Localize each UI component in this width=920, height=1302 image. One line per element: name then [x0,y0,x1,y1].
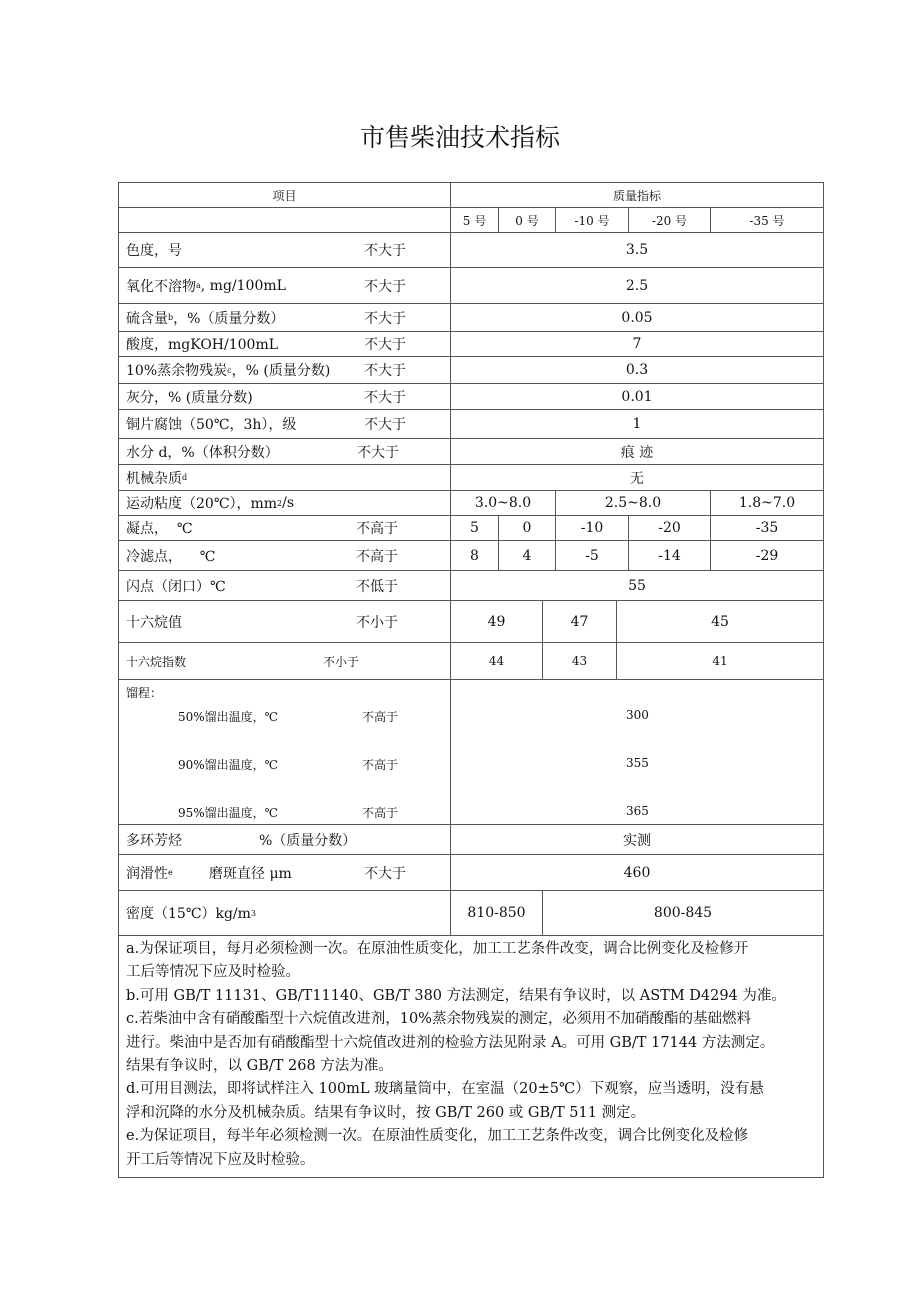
condition: 不大于 [364,363,406,379]
freezing-value: 5 [450,515,499,541]
note-c-line: 结果有争议时，以 GB/T 268 方法为准。 [126,1058,393,1075]
note-a-line: 工后等情况下应及时检验。 [126,964,300,981]
row-density-label [118,890,451,936]
viscosity-value: 3.0~8.0 [450,490,556,516]
cetane-index-value: 41 [616,642,824,680]
note-d-line: 浮和沉降的水分及机械杂质。结果有争议时，按 GB/T 260 或 GB/T 511 测定。 [126,1104,646,1121]
cetane-number-value: 49 [450,600,543,643]
row-pah-value: 实测 [450,824,824,855]
footnote-mark: a [196,281,201,290]
note-e-line: 开工后等情况下应及时检验。 [126,1151,315,1168]
viscosity-value: 2.5~8.0 [555,490,711,516]
row-pah-label [118,824,451,855]
condition: 不低于 [356,578,398,595]
freezing-value: 0 [498,515,556,541]
row-distillation-label-cell [118,679,451,825]
row-color-value: 3.5 [450,232,824,268]
label: 十六烷指数 [126,654,187,669]
row-cetane-index-label [118,642,451,680]
row-sulfur-label [118,303,451,332]
density-value: 800-845 [542,890,824,936]
footnote-mark: b [168,313,174,322]
label: 多环芳烃 [126,832,182,849]
row-viscosity-label [118,490,451,516]
label: 闪点（闭口）℃ [126,578,226,595]
note-c-line: 进行。柴油中是否加有硝酸酯型十六烷值改进剂的检验方法见附录 A。可用 GB/T 17144 方法测定。 [126,1034,775,1051]
row-flash-label [118,570,451,601]
row-freezing-label [118,515,451,541]
freezing-value: -35 [710,515,824,541]
grade-minus10: -10 号 [555,207,629,233]
grade-0: 0 号 [498,207,556,233]
distillation-item-condition: 不高于 [362,806,399,820]
row-carbon-value: 0.3 [450,356,824,384]
footnotes [118,935,824,1178]
label-unit: ，%（质量分数） [173,310,285,327]
condition: 不大于 [364,310,406,327]
label-unit: %（质量分数） [259,832,357,849]
freezing-value: -10 [555,515,629,541]
row-oxidation-value: 2.5 [450,267,824,304]
footnote-mark: e [168,868,173,877]
cetane-number-value: 45 [616,600,824,643]
row-acidity-label [118,331,451,357]
superscript: 3 [250,908,257,918]
row-carbon-label [118,356,451,384]
footnote-mark: d [182,473,188,482]
note-e-line: e.为保证项目，每半年必须检测一次。在原油性质变化，加工工艺条件改变，调合比例变化及检修 [126,1128,749,1145]
distillation-item-value: 355 [626,756,649,770]
label: 密度（15℃）kg/m [126,906,251,922]
condition: 不大于 [357,444,399,461]
header-quality: 质量指标 [450,182,824,208]
row-water-value: 痕 迹 [450,438,824,465]
distillation-item-label: 90%馏出温度，℃ [178,758,279,772]
label: 色度，号 [126,243,182,259]
label: 运动粘度（20℃），mm [126,496,278,512]
label: 灰分，% (质量分数) [126,389,253,406]
label: 十六烷值 [126,614,182,631]
label: 铜片腐蚀（50℃，3h），级 [126,417,297,433]
row-oxidation-label [118,267,451,304]
distillation-item-value: 300 [626,708,649,722]
row-cetane-number-label [118,600,451,643]
row-cfpp-label [118,540,451,571]
label: 硫含量 [126,310,168,327]
row-ash-label [118,383,451,410]
distillation-label: 馏程： [126,686,163,700]
grade-5: 5 号 [450,207,499,233]
grade-minus20: -20 号 [628,207,711,233]
label-unit: ，% (质量分数) [231,363,331,379]
condition: 不大于 [364,417,406,433]
condition: 不大于 [364,278,406,295]
row-lubricity-label [118,854,451,891]
row-sulfur-value: 0.05 [450,303,824,332]
condition: 不高于 [356,548,398,565]
cfpp-value: -14 [628,540,711,571]
freezing-value: -20 [628,515,711,541]
row-copper-label [118,409,451,439]
condition: 不大于 [364,389,406,406]
label: 水分 d，%（体积分数） [126,444,279,461]
note-d-line: d.可用目测法，即将试样注入 100mL 玻璃量筒中，在室温（20±5℃）下观察，应当透明，没有悬 [126,1081,764,1098]
label: 氧化不溶物 [126,278,196,295]
header-blank [118,207,451,233]
superscript: 2 [277,498,283,508]
row-copper-value: 1 [450,409,824,439]
cetane-number-value: 47 [542,600,617,643]
condition: 不大于 [364,865,406,882]
row-impurity-label [118,464,451,491]
viscosity-value: 1.8~7.0 [710,490,824,516]
condition: 不小于 [323,654,360,669]
cfpp-value: -29 [710,540,824,571]
document-title: 市售柴油技术指标 [359,123,560,152]
cetane-index-value: 44 [450,642,543,680]
label: 酸度，mgKOH/100mL [126,337,279,353]
header-item: 项目 [118,182,451,208]
density-value: 810-850 [450,890,543,936]
grade-minus35: -35 号 [710,207,824,233]
row-lubricity-value: 460 [450,854,824,891]
cfpp-value: -5 [555,540,629,571]
label: 润滑性 [126,865,168,882]
distillation-item-label: 95%馏出温度，℃ [178,806,279,820]
condition: 不高于 [356,521,398,537]
condition: 不大于 [364,243,406,259]
cetane-index-value: 43 [542,642,617,680]
label: 凝点， ℃ [126,521,193,537]
label-unit: , mg/100mL [200,277,286,294]
condition: 不大于 [364,337,406,353]
row-ash-value: 0.01 [450,383,824,410]
row-color-label [118,232,451,268]
label: 机械杂质 [126,470,182,487]
note-a-line: a.为保证项目，每月必须检测一次。在原油性质变化，加工工艺条件改变，调合比例变化及检修开 [126,941,749,957]
distillation-item-value: 365 [626,804,649,818]
row-water-label [118,438,451,465]
row-acidity-value: 7 [450,331,824,357]
note-c-line: c.若柴油中含有硝酸酯型十六烷值改进剂，10%蒸余物残炭的测定，必须用不加硝酸酯的基础燃料 [126,1011,751,1028]
condition: 不小于 [356,614,398,631]
note-b-line: b.可用 GB/T 11131、GB/T11140、GB/T 380 方法测定，结果有争议时，以 ASTM D4294 为准。 [126,987,786,1004]
label-unit: /s [282,495,295,511]
row-flash-value: 55 [450,570,824,601]
label: 冷滤点， ℃ [126,548,216,565]
cfpp-value: 4 [498,540,556,571]
label: 10%蒸余物残炭 [126,363,228,379]
distillation-item-label: 50%馏出温度，℃ [178,710,279,724]
cfpp-value: 8 [450,540,499,571]
footnote-mark: c [227,365,232,375]
distillation-item-condition: 不高于 [362,758,399,772]
row-impurity-value: 无 [450,464,824,491]
distillation-item-condition: 不高于 [362,710,399,724]
label-unit: 磨斑直径 μm [209,865,292,882]
